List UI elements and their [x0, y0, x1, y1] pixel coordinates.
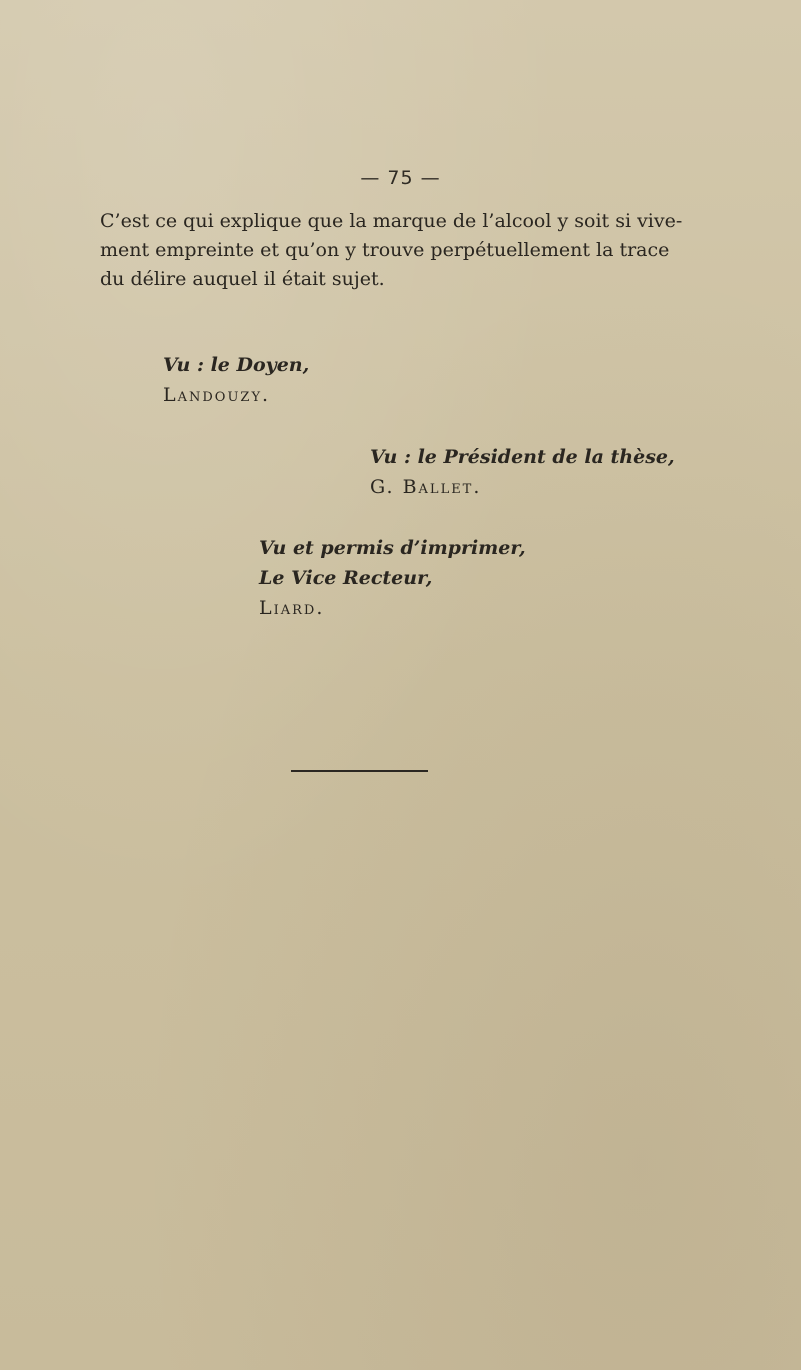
president-approval [370, 442, 675, 502]
paragraph-line: ment empreinte et qu’on y trouve perpétuellement la trace [100, 239, 670, 261]
page-number: — 75 — [360, 167, 441, 189]
dean-approval-line: Vu : le Doyen, [163, 354, 310, 376]
rector-title: Le Vice Recteur, [259, 567, 433, 589]
rector-approval [259, 533, 526, 623]
president-name: G. Ballet. [370, 476, 482, 498]
dean-name: Landouzy. [163, 384, 271, 406]
president-approval-line: Vu : le Président de la thèse, [370, 446, 675, 468]
rector-name: Liard. [259, 597, 325, 619]
body-paragraph [100, 207, 710, 294]
dean-approval [163, 350, 309, 410]
paragraph-line: du délire auquel il était sujet. [100, 268, 385, 290]
end-rule [291, 770, 428, 772]
rector-approval-line: Vu et permis d’imprimer, [259, 537, 526, 559]
paragraph-line: C’est ce qui explique que la marque de l’alcool y soit si vive- [100, 210, 683, 232]
